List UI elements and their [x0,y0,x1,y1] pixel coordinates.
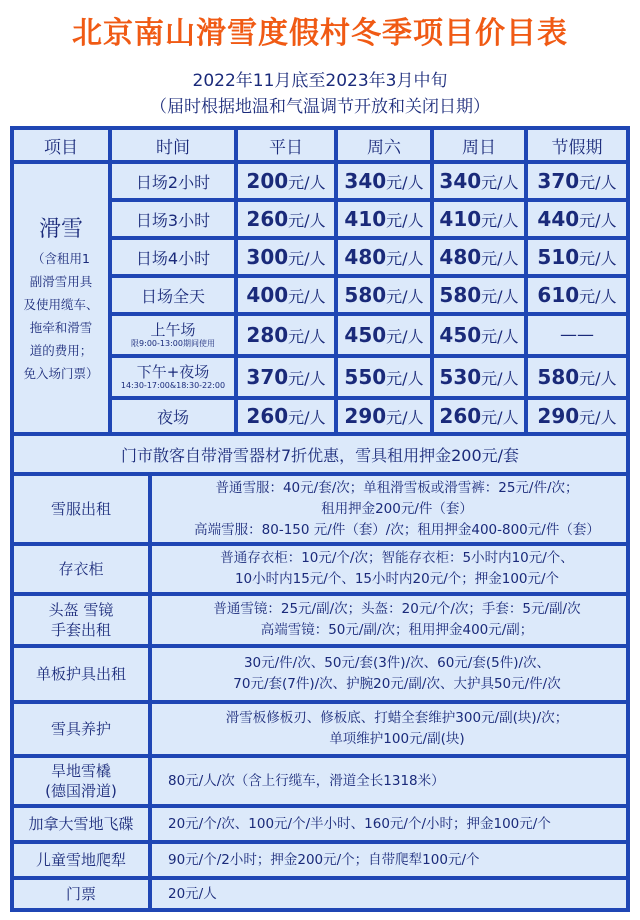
header-holiday: 节假期 [528,130,626,160]
service-details: 20元/人 [152,880,626,908]
service-details: 20元/个/次、100元/个/半小时、160元/个/小时；押金100元/个 [152,808,626,840]
page-title: 北京南山滑雪度假村冬季项目价目表 [72,16,568,51]
price-cell-empty: —— [528,316,626,354]
time-label: 上午场 [150,321,196,339]
price-cell: 290 元/人 [338,400,430,432]
price-cell: 610 元/人 [528,278,626,312]
price-cell: 340 元/人 [434,164,524,198]
service-label: 雪服出租 [14,476,148,542]
season-note: （届时根据地温和气温调节开放和关闭日期） [150,97,490,117]
price-cell: 450 元/人 [434,316,524,354]
price-cell: 550 元/人 [338,358,430,396]
price-table [10,126,630,912]
price-cell: 260 元/人 [238,202,334,236]
price-cell: 340 元/人 [338,164,430,198]
service-details: 普通雪镜：25元/副/次；头盔：20元/个/次；手套：5元/副/次 高端雪镜：50元/副/次；租用押金400元/副； [152,596,626,644]
season-dates: 2022年11月底至2023年3月中旬 [192,71,448,91]
ski-title: 滑雪 [38,216,83,242]
service-label: 头盔 雪镜 手套出租 [14,596,148,644]
service-label: 旱地雪橇 (德国滑道) [14,758,148,804]
price-cell: 530 元/人 [434,358,524,396]
service-details: 30元/件/次、50元/套(3件)/次、60元/套(5件)/次、 70元/套(7件)/次、护腕20元/副/次、大护具50元/件/次 [152,648,626,700]
price-cell: 300 元/人 [238,240,334,274]
price-cell: 440 元/人 [528,202,626,236]
price-cell: 370 元/人 [528,164,626,198]
price-cell: 410 元/人 [434,202,524,236]
ski-description: （含租用1 副滑雪用具 及使用缆车、 拖牵和滑雪 道的费用； 免入场门票） [23,250,99,381]
service-details: 普通雪服：40元/套/次；单租滑雪板或滑雪裤：25元/件/次； 租用押金200元/件（套） 高端雪服：80-150 元/件（套）/次；租用押金400-800元/件（套） [152,476,626,542]
time-label: 下午+夜场 [136,363,210,381]
service-details: 80元/人/次（含上行缆车，滑道全长1318米） [152,758,626,804]
price-cell: 480 元/人 [434,240,524,274]
time-note: 14:30-17:00&18:30-22:00 [120,381,226,390]
price-cell: 260 元/人 [238,400,334,432]
time-note: 限9:00-13:00期间使用 [131,339,215,348]
service-details: 滑雪板修板刃、修板底、打蜡全套维护300元/副(块)/次； 单项维护100元/副(块) [152,704,626,754]
price-cell: 580 元/人 [338,278,430,312]
price-cell: 410 元/人 [338,202,430,236]
price-cell: 280 元/人 [238,316,334,354]
price-cell: 200 元/人 [238,164,334,198]
service-label: 雪具养护 [14,704,148,754]
service-label: 加拿大雪地飞碟 [14,808,148,840]
header-saturday: 周六 [338,130,430,160]
service-details: 90元/个/2小时；押金200元/个；自带爬犁100元/个 [152,844,626,876]
time-cell: 日场4小时 [112,240,234,274]
time-cell [112,316,234,354]
price-cell: 260 元/人 [434,400,524,432]
service-label: 单板护具出租 [14,648,148,700]
service-label: 存衣柜 [14,546,148,592]
time-cell: 日场3小时 [112,202,234,236]
price-cell: 370 元/人 [238,358,334,396]
service-label: 儿童雪地爬犁 [14,844,148,876]
price-cell: 290 元/人 [528,400,626,432]
time-cell: 日场2小时 [112,164,234,198]
service-details: 普通存衣柜：10元/个/次；智能存衣柜：5小时内10元/个、 10小时内15元/个、15小时内20元/个；押金100元/个 [152,546,626,592]
ski-label-cell [14,164,108,432]
price-cell: 580 元/人 [528,358,626,396]
price-cell: 400 元/人 [238,278,334,312]
price-cell: 480 元/人 [338,240,430,274]
time-cell [112,358,234,396]
time-cell: 日场全天 [112,278,234,312]
service-label: 门票 [14,880,148,908]
discount-banner: 门市散客自带滑雪器材7折优惠，雪具租用押金200元/套 [14,436,626,472]
header-sunday: 周日 [434,130,524,160]
header-weekday: 平日 [238,130,334,160]
price-cell: 510 元/人 [528,240,626,274]
header-time: 时间 [112,130,234,160]
time-cell: 夜场 [112,400,234,432]
header-item: 项目 [14,130,108,160]
price-cell: 580 元/人 [434,278,524,312]
price-cell: 450 元/人 [338,316,430,354]
